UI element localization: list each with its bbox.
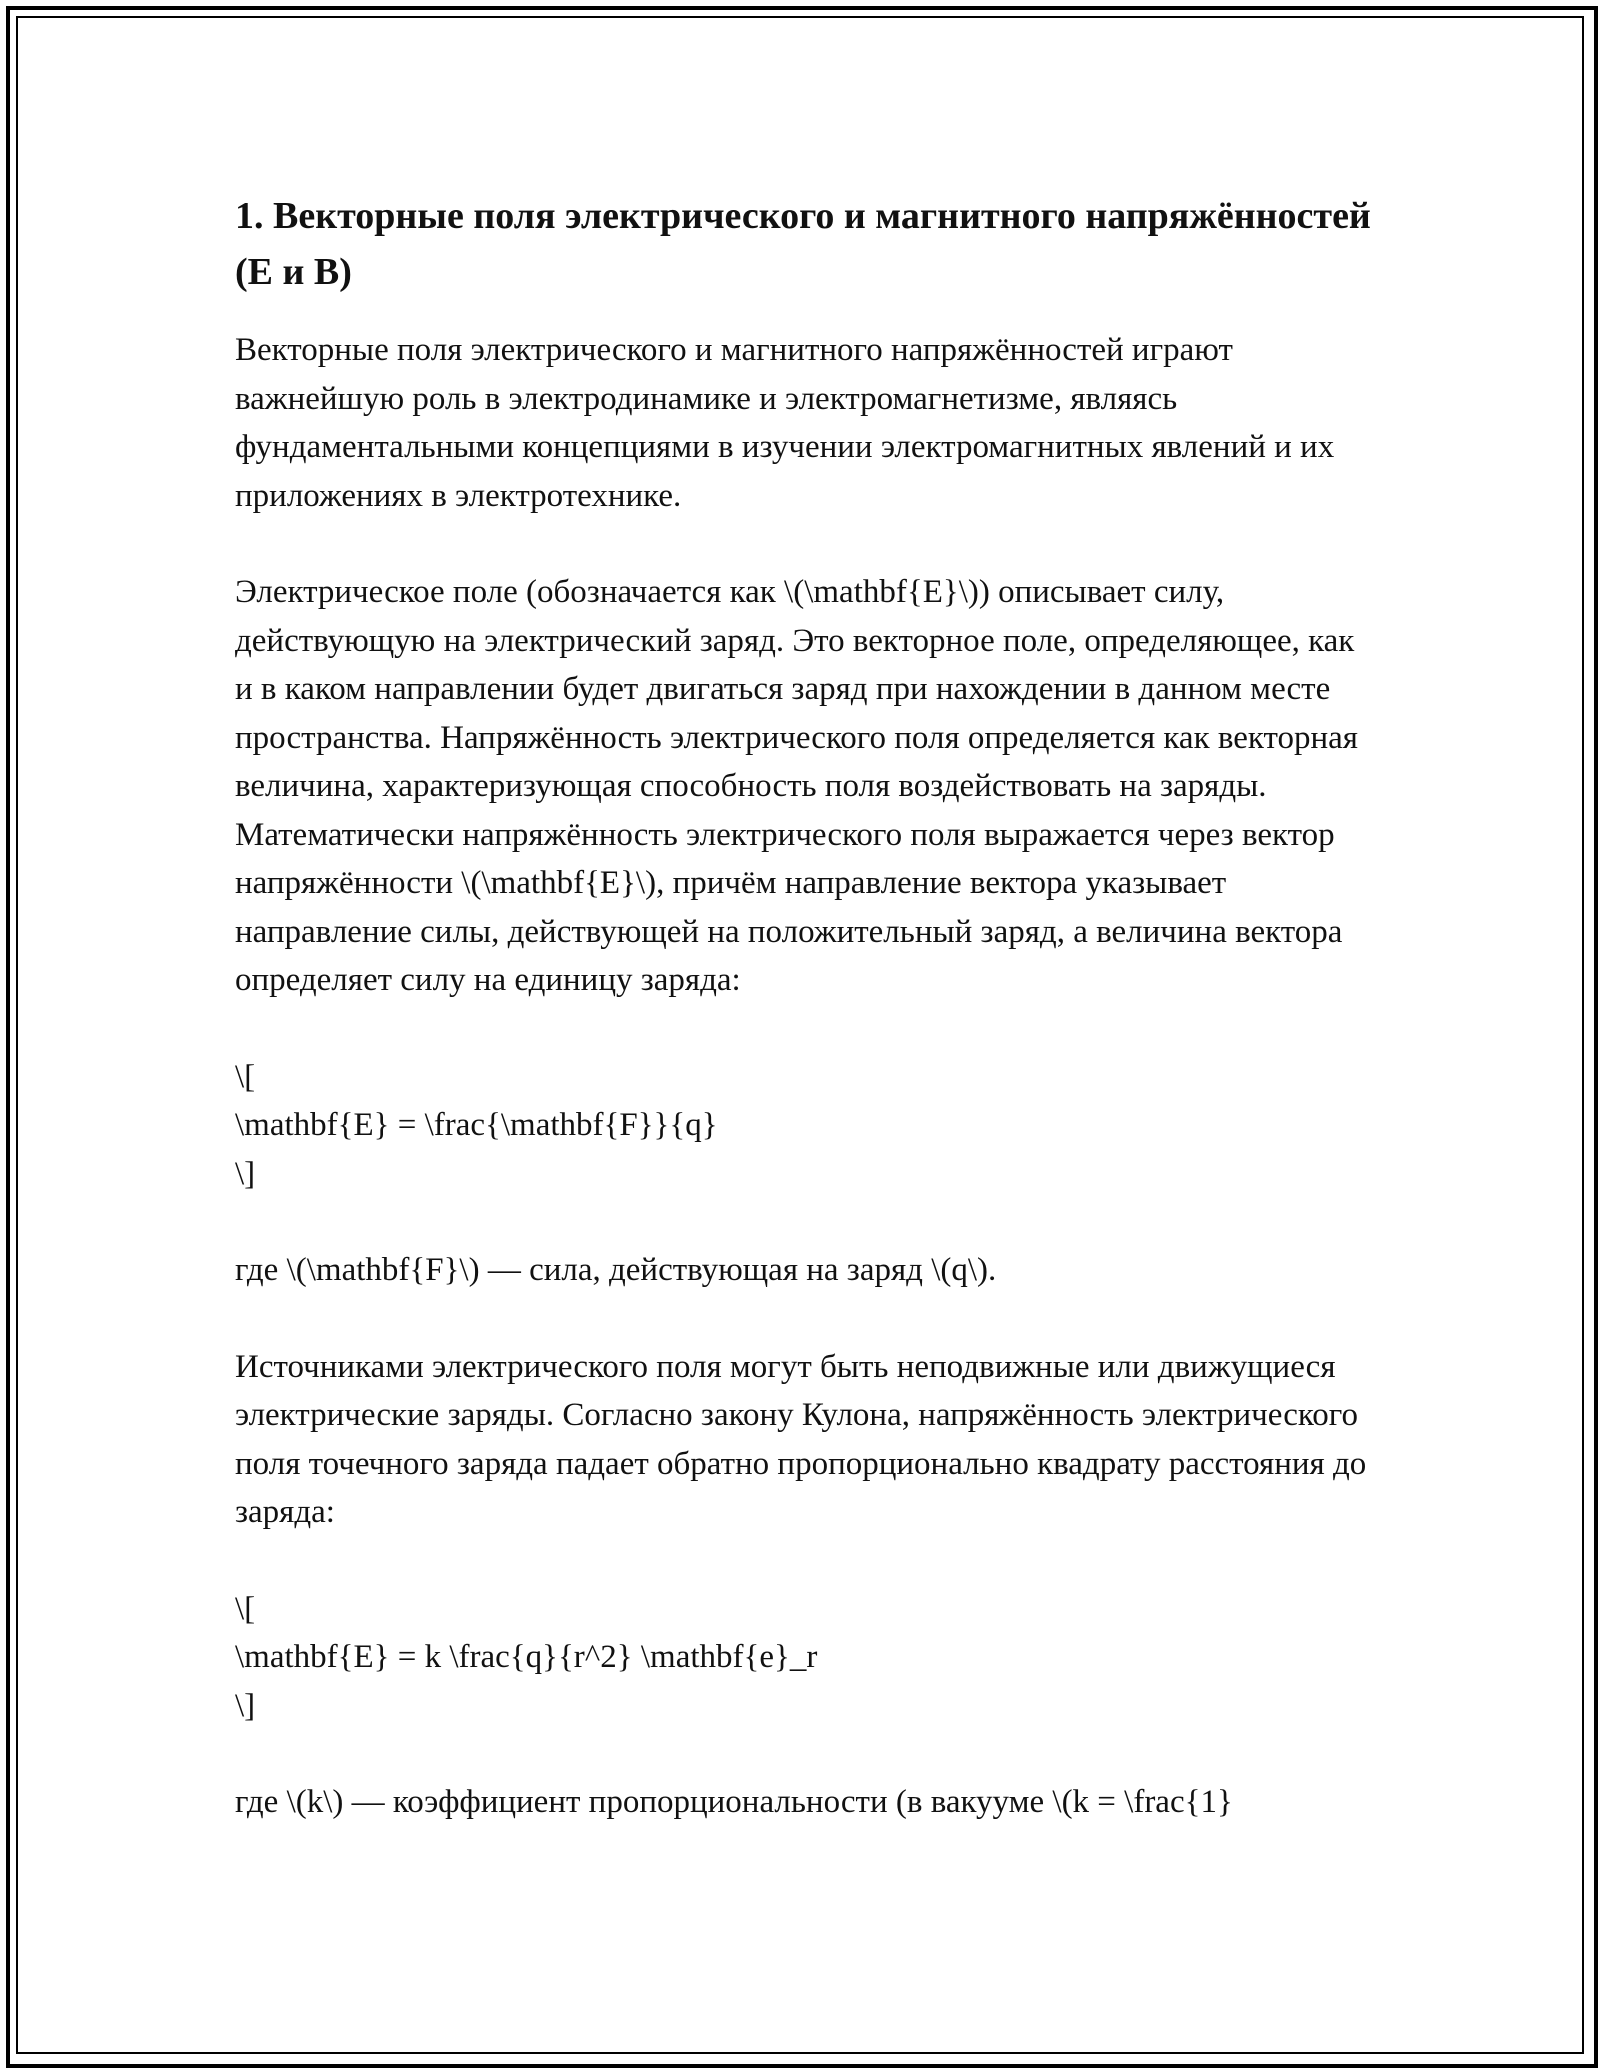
formula-coulomb [235, 1585, 1375, 1731]
formula-body: \mathbf{E} = k \frac{q}{r^2} \mathbf{e}_r [235, 1639, 818, 1675]
coulomb-explanation: где \(k\) — коэффициент пропорциональности (в вакууме \(k = \frac{1} [235, 1784, 1233, 1820]
formula-explanation: где \(\mathbf{F}\) — сила, действующая на заряд \(q\). [235, 1252, 997, 1288]
intro-paragraph: Векторные поля электрического и магнитного напряжённостей играют важнейшую роль в электродинамике и электромагнетизме, являясь фундаментальными концепциями в изучении электромагнитных явлений и их приложениях в электротехнике. [235, 332, 1335, 514]
electric-field-paragraph: Электрическое поле (обозначается как \(\mathbf{E}\)) описывает силу, действующую на электрический заряд. Это векторное поле, определяющее, как и в каком направлении будет двигаться заряд при нахождении в данном месте пространства. Напряжённость электрического поля определяется как векторная величина, характеризующая способность поля воздействовать на заряды. Математически напряжённость электрического поля выражается через вектор напряжённости \(\mathbf{E}\), причём направление вектора указывает направление силы, действующей на положительный заряд, а величина вектора определяет силу на единицу заряда: [235, 574, 1358, 998]
document-body [235, 188, 1375, 1875]
sources-paragraph: Источниками электрического поля могут быть неподвижные или движущиеся электрические заряды. Согласно закону Кулона, напряжённость электрического поля точечного заряда падает обратно пропорционально квадрату расстояния до заряда: [235, 1348, 1367, 1530]
formula-close: \] [235, 1155, 256, 1192]
formula-open: \[ [235, 1058, 256, 1095]
formula-open: \[ [235, 1590, 256, 1627]
formula-electric-field [235, 1053, 1375, 1199]
formula-body: \mathbf{E} = \frac{\mathbf{F}}{q} [235, 1107, 718, 1143]
formula-close: \] [235, 1687, 256, 1724]
section-heading: 1. Векторные поля электрического и магнитного напряжённостей (E и B) [235, 195, 1371, 293]
